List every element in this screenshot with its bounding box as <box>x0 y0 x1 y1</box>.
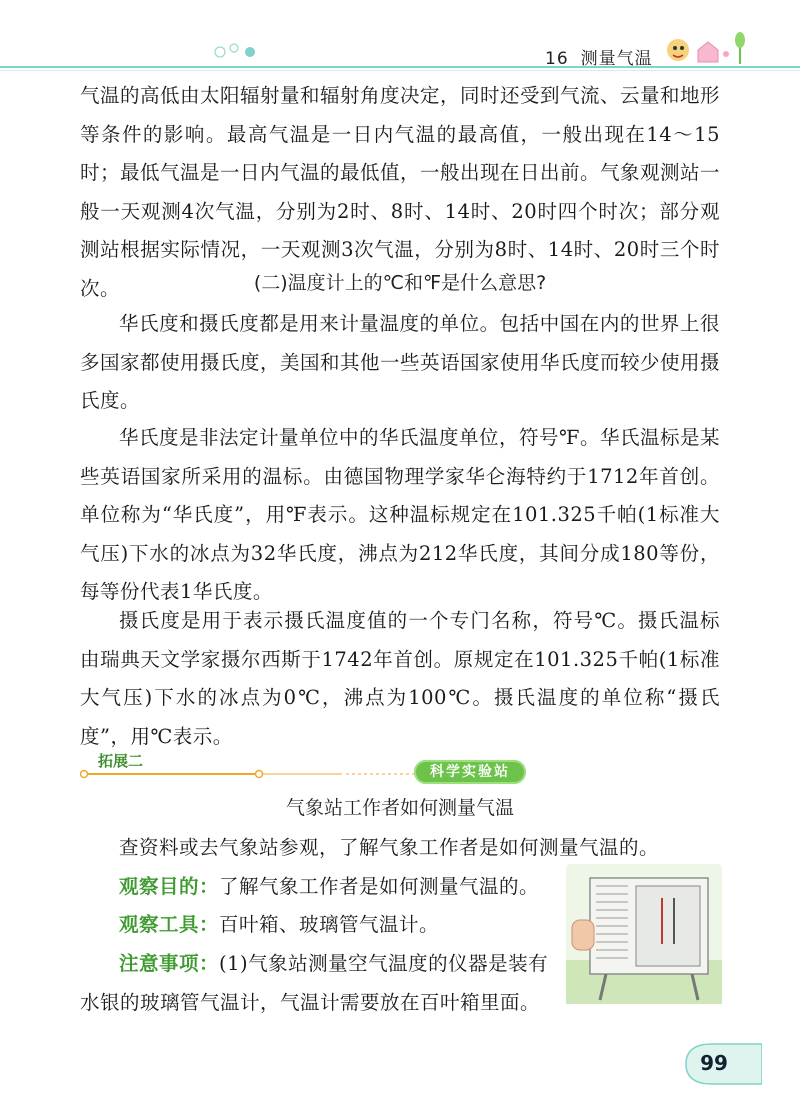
paragraph-3: 华氏度是非法定计量单位中的华氏温度单位，符号℉。华氏温标是某些英语国家所采用的温标。由德国物理学家华仑海特约于1712年首创。单位称为“华氏度”，用℉表示。这种温标规定在101.325千帕(1标准大气压)下水的冰点为32华氏度，沸点为212华氏度，其间分成180等份，每等份代表1华氏度。 <box>80 426 720 603</box>
notes-line-2: 水银的玻璃管气温计，气温计需要放在百叶箱里面。 <box>80 991 541 1014</box>
page-number: 99 <box>700 1051 728 1075</box>
notes-line-1 <box>80 945 560 984</box>
tools-line <box>80 906 560 945</box>
chapter-number: 16 <box>545 49 569 69</box>
stevenson-screen-illustration <box>566 864 722 1004</box>
tools-label: 观察工具： <box>119 913 220 936</box>
extension-label: 拓展二 <box>98 752 144 770</box>
cartoon-decoration-icon <box>664 26 754 70</box>
experiment-title: 气象站工作者如何测量气温 <box>285 797 514 819</box>
paragraph-4: 摄氏度是用于表示摄氏温度值的一个专门名称，符号℃。摄氏温标由瑞典天文学家摄尔西斯于1742年首创。原规定在101.325千帕(1标准大气压)下水的冰点为0℃，沸点为100℃。摄氏温度的单位称“摄氏度”，用℃表示。 <box>80 609 720 748</box>
paragraph-2: 华氏度和摄氏度都是用来计量温度的单位。包括中国在内的世界上很多国家都使用摄氏度，美国和其他一些英语国家使用华氏度而较少使用摄氏度。 <box>80 312 721 412</box>
tools-text: 百叶箱、玻璃管气温计。 <box>219 913 440 936</box>
header-bubbles-icon <box>212 40 272 62</box>
purpose-line <box>80 868 560 907</box>
paragraph-1: 气温的高低由太阳辐射量和辐射角度决定，同时还受到气流、云量和地形等条件的影响。最高气温是一日内气温的最高值，一般出现在14～15时；最低气温是一日内气温的最低值，一般出现在日出前。气象观测站一般一天观测4次气温，分别为2时、8时、14时、20时四个时次；部分观测站根据实际情况，一天观测3次气温，分别为8时、14时、20时三个时次。 <box>80 84 721 300</box>
science-station-badge: 科学实验站 <box>414 760 526 784</box>
purpose-text: 了解气象工作者是如何测量气温的。 <box>219 875 540 898</box>
chapter-title: 测量气温 <box>580 49 653 69</box>
header-rule-light <box>0 70 800 71</box>
purpose-label: 观察目的： <box>119 875 220 898</box>
extension-divider <box>80 769 420 779</box>
experiment-intro: 查资料或去气象站参观，了解气象工作者是如何测量气温的。 <box>119 836 660 859</box>
section-title: (二)温度计上的℃和℉是什么意思? <box>253 272 547 294</box>
chapter-heading <box>545 44 653 69</box>
notes-text-1: (1)气象站测量空气温度的仪器是装有 <box>219 952 549 975</box>
notes-label: 注意事项： <box>119 952 220 975</box>
